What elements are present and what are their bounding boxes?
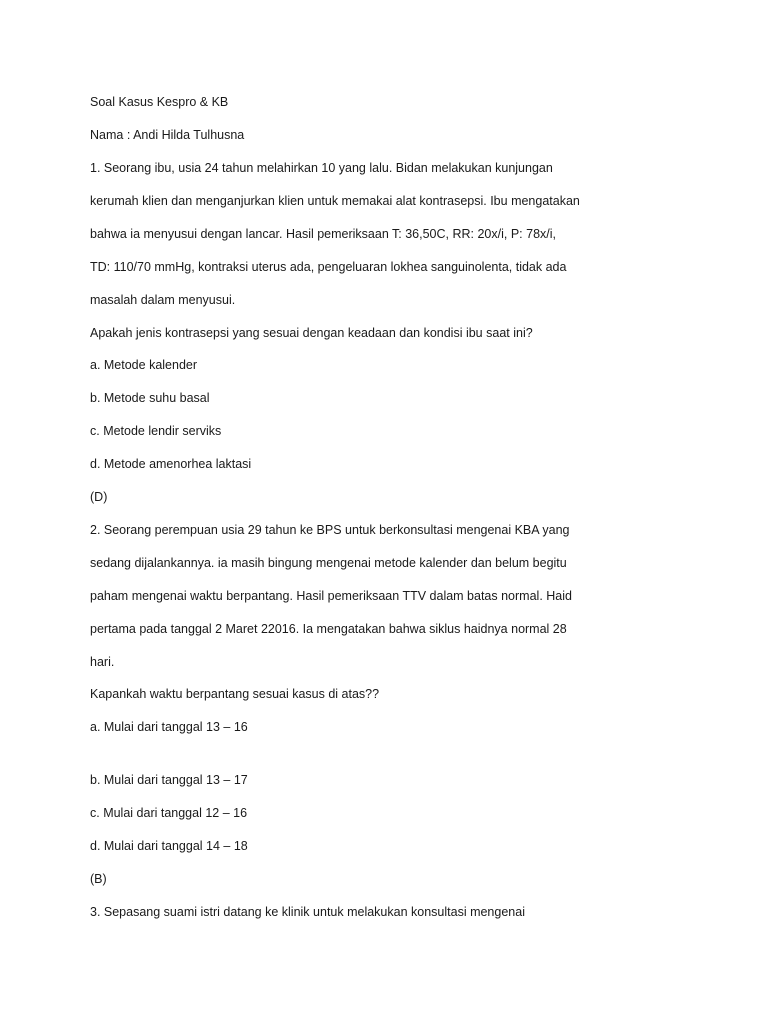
question-text-line: sedang dijalankannya. ia masih bingung mengenai metode kalender dan belum begitu [90,556,567,570]
answer-option: c. Mulai dari tanggal 12 – 16 [90,806,248,820]
question-text-line: paham mengenai waktu berpantang. Hasil pemeriksaan TTV dalam batas normal. Haid [90,589,572,603]
question-text-line: masalah dalam menyusui. [90,293,236,307]
question-text-line: 3. Sepasang suami istri datang ke klinik untuk melakukan konsultasi mengenai [90,905,525,919]
question-prompt: Kapankah waktu berpantang sesuai kasus di atas?? [90,687,380,701]
answer-option: a. Metode kalender [90,358,198,372]
answer-option: d. Metode amenorhea laktasi [90,457,252,471]
answer-option: b. Mulai dari tanggal 13 – 17 [90,773,248,787]
answer-key: (B) [90,872,107,886]
question-text-line: 1. Seorang ibu, usia 24 tahun melahirkan 10 yang lalu. Bidan melakukan kunjungan [90,161,553,175]
question-text-line: hari. [90,655,115,669]
question-prompt: Apakah jenis kontrasepsi yang sesuai dengan keadaan dan kondisi ibu saat ini? [90,326,533,340]
question-text-line: kerumah klien dan menganjurkan klien untuk memakai alat kontrasepsi. Ibu mengatakan [90,194,580,208]
answer-option: b. Metode suhu basal [90,391,210,405]
answer-option: c. Metode lendir serviks [90,424,222,438]
author-line: Nama : Andi Hilda Tulhusna [90,128,245,142]
answer-option: a. Mulai dari tanggal 13 – 16 [90,720,248,734]
question-text-line: TD: 110/70 mmHg, kontraksi uterus ada, pengeluaran lokhea sanguinolenta, tidak ada [90,260,567,274]
answer-option: d. Mulai dari tanggal 14 – 18 [90,839,248,853]
document-title: Soal Kasus Kespro & KB [90,95,229,109]
question-text-line: bahwa ia menyusui dengan lancar. Hasil pemeriksaan T: 36,50C, RR: 20x/i, P: 78x/i, [90,227,556,241]
question-text-line: pertama pada tanggal 2 Maret 22016. Ia mengatakan bahwa siklus haidnya normal 28 [90,622,567,636]
question-text-line: 2. Seorang perempuan usia 29 tahun ke BPS untuk berkonsultasi mengenai KBA yang [90,523,570,537]
answer-key: (D) [90,490,108,504]
